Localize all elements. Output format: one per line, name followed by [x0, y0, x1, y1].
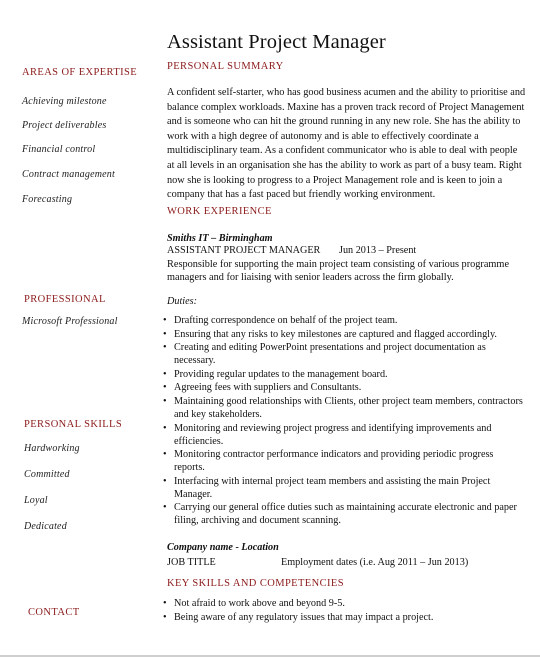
list-item: • Ensuring that any risks to key milestones are captured and flagged accordingly.: [163, 328, 523, 341]
work-experience-heading: WORK EXPERIENCE: [167, 206, 272, 217]
job1-role-line: [167, 245, 417, 256]
personal-skill-item: Committed: [24, 469, 70, 480]
personal-skill-item: Loyal: [24, 495, 48, 506]
job2-role-line: [167, 557, 469, 568]
expertise-item: Achieving milestone: [22, 96, 107, 107]
list-item: • Not afraid to work above and beyond 9-5.: [163, 597, 523, 610]
list-item: • Drafting correspondence on behalf of the project team.: [163, 314, 523, 327]
job1-dates: Jun 2013 – Present: [339, 245, 417, 256]
key-skills-heading: KEY SKILLS AND COMPETENCIES: [167, 578, 344, 589]
professional-heading: PROFESSIONAL: [24, 294, 106, 305]
expertise-item: Contract management: [22, 169, 115, 180]
job2-role: JOB TITLE: [167, 557, 216, 568]
job2-dates: Employment dates (i.e. Aug 2011 – Jun 2013): [281, 557, 469, 568]
list-item: • Monitoring and reviewing project progress and identifying improvements and efficiencies.: [163, 422, 523, 448]
list-item: • Carrying our general office duties such as maintaining accurate electronic and paper filing, archiving and document scanning.: [163, 501, 523, 527]
list-item: • Interfacing with internal project team members and assisting the main Project Manager.: [163, 475, 523, 501]
list-item: • Being aware of any regulatory issues that may impact a project.: [163, 611, 523, 624]
expertise-item: Project deliverables: [22, 120, 107, 131]
personal-skills-heading: PERSONAL SKILLS: [24, 419, 123, 430]
list-item: • Providing regular updates to the management board.: [163, 368, 523, 381]
key-skills-list: [163, 597, 523, 624]
list-item: • Maintaining good relationships with Clients, other project team members, contractors and key stakeholders.: [163, 395, 523, 421]
expertise-item: Financial control: [22, 144, 96, 155]
job2-company: Company name - Location: [167, 542, 279, 553]
expertise-item: Forecasting: [22, 194, 73, 205]
duties-label: Duties:: [167, 296, 197, 307]
resume-title: Assistant Project Manager: [167, 31, 386, 53]
job1-role: ASSISTANT PROJECT MANAGER: [167, 245, 321, 256]
list-item: • Agreeing fees with suppliers and Consultants.: [163, 381, 523, 394]
job1-description: Responsible for supporting the main project team consisting of various programme managers and for liaising with senior leaders across the firm globally.: [167, 259, 510, 283]
list-item: • Creating and editing PowerPoint presentations and project documentation as necessary.: [163, 341, 523, 367]
personal-skill-item: Dedicated: [24, 521, 67, 532]
personal-summary-text: A confident self-starter, who has good business acumen and the ability to prioritise and balance complex workloads. Maxine has a proven track record of Project Management and is someone who can hit the ground running in any new role. She has the ability to work with a high degree of autonomy and is able to effectively coordinate a multidisciplinary team. As a confident communicator who is able to deal with people at all levels in an organisation she has the ability to work as part of a busy team. Right now she is looking to progress to a Project Management role and is keen to join a company that has a fast paced but friendly working environment.: [167, 87, 526, 201]
contact-heading: CONTACT: [28, 607, 80, 618]
duties-list: [163, 314, 523, 528]
personal-summary-heading: PERSONAL SUMMARY: [167, 61, 284, 72]
professional-item: Microsoft Professional: [22, 316, 118, 327]
areas-of-expertise-heading: AREAS OF EXPERTISE: [22, 67, 138, 78]
personal-skill-item: Hardworking: [24, 443, 80, 454]
list-item: • Monitoring contractor performance indicators and providing periodic progress reports.: [163, 448, 523, 474]
job1-company: Smiths IT – Birmingham: [167, 233, 273, 244]
